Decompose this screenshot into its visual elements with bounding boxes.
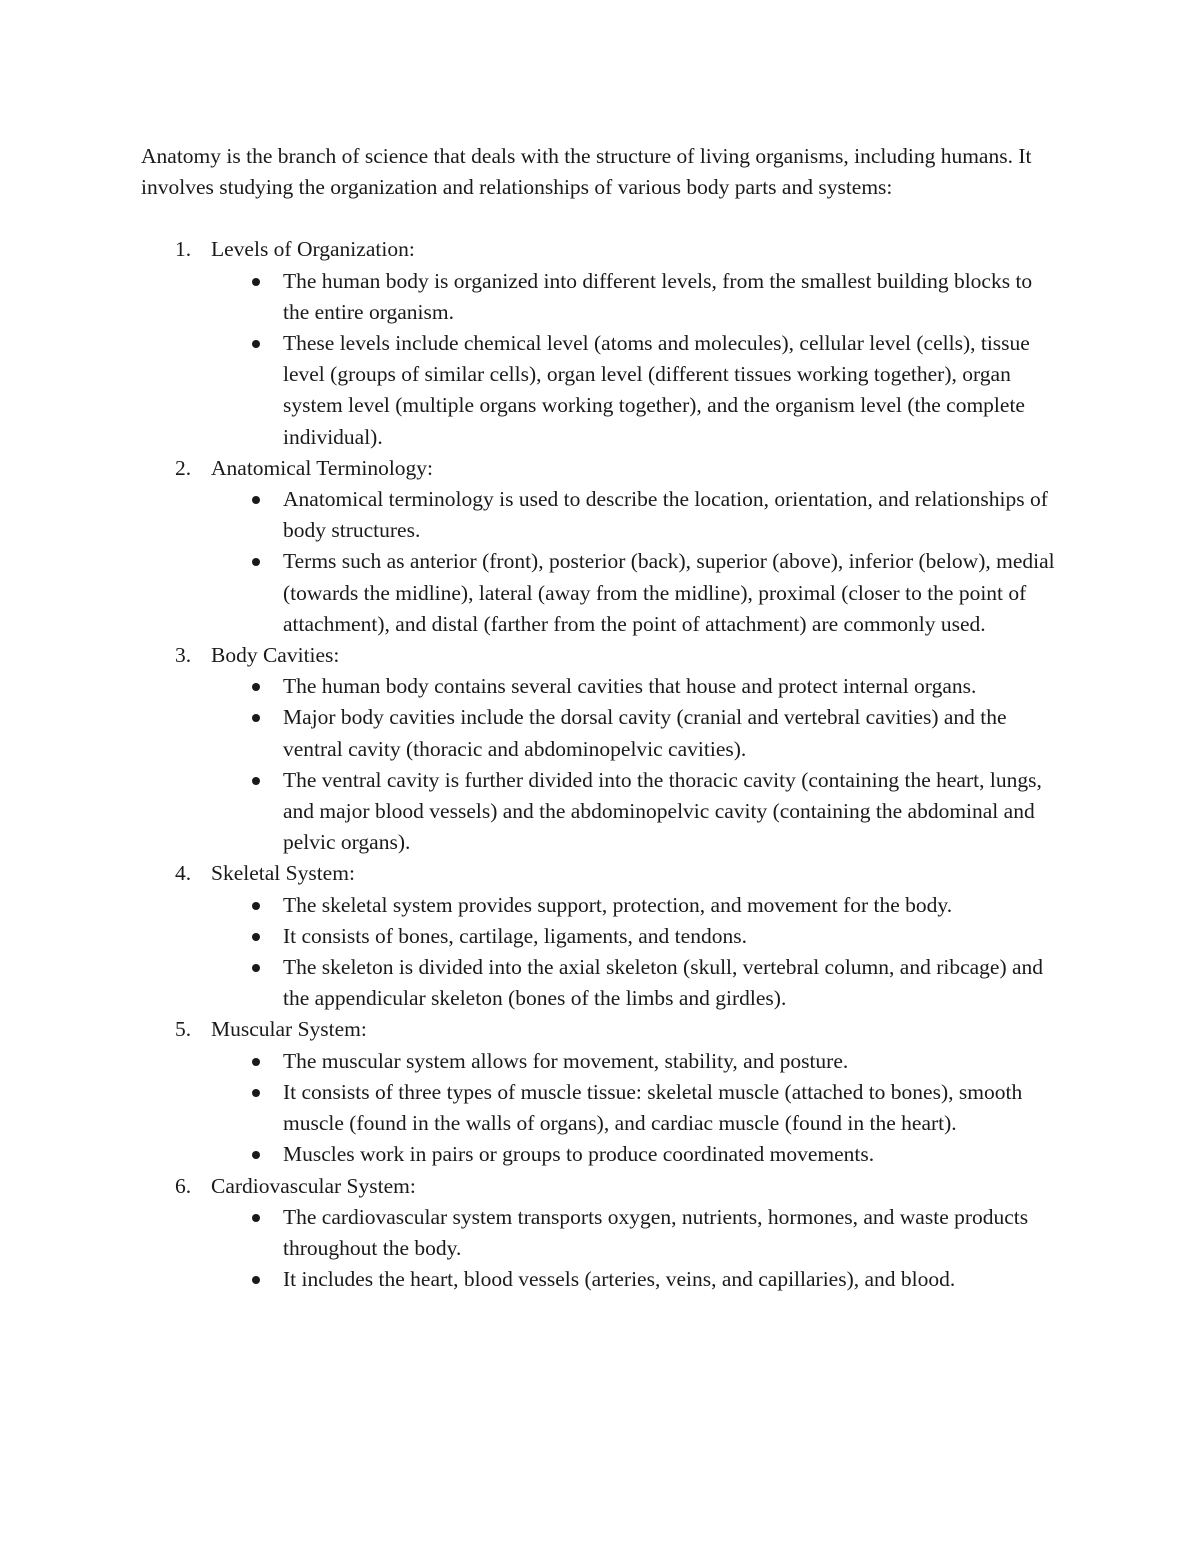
bullet-text: The human body contains several cavities that house and protect internal organs. (283, 674, 977, 699)
bullet-item (211, 765, 1059, 859)
section-item (141, 1014, 1059, 1170)
bullet-item (211, 266, 1059, 328)
bullet-dot-icon (252, 496, 260, 504)
bullet-dot-icon (252, 714, 260, 722)
bullet-list (211, 1046, 1059, 1171)
section-number: 1. (175, 237, 192, 262)
bullet-dot-icon (252, 933, 260, 941)
bullet-item (211, 484, 1059, 546)
bullet-dot-icon (252, 1058, 260, 1066)
bullet-item (211, 671, 1059, 702)
bullet-dot-icon (252, 1089, 260, 1097)
bullet-text: The muscular system allows for movement, stability, and posture. (283, 1048, 849, 1073)
bullet-item (211, 328, 1059, 453)
bullet-list (211, 266, 1059, 453)
section-number: 4. (175, 861, 192, 886)
bullet-dot-icon (252, 777, 260, 785)
bullet-item (211, 1046, 1059, 1077)
bullet-item (211, 952, 1059, 1014)
section-item (141, 1171, 1059, 1296)
section-number: 5. (175, 1017, 192, 1042)
section-item (141, 858, 1059, 1014)
bullet-dot-icon (252, 558, 260, 566)
bullet-list (211, 1202, 1059, 1296)
bullet-list (211, 484, 1059, 640)
section-item (141, 453, 1059, 640)
bullet-dot-icon (252, 683, 260, 691)
bullet-dot-icon (252, 964, 260, 972)
bullet-text: The skeleton is divided into the axial skeleton (skull, vertebral column, and ribcage) and the appendicular skeleton (bones of the limbs and girdles). (283, 955, 1044, 1011)
bullet-text: It consists of three types of muscle tissue: skeletal muscle (attached to bones), smooth muscle (found in the walls of organs), and cardiac muscle (found in the heart). (283, 1079, 1023, 1136)
bullet-dot-icon (252, 340, 260, 348)
bullet-dot-icon (252, 1276, 260, 1284)
bullet-text: These levels include chemical level (atoms and molecules), cellular level (cells), tissue level (groups of similar cells), organ level (different tissues working together), organ system level (multiple organs working together), and the organism level (the complete individual). (283, 331, 1030, 449)
bullet-item (211, 546, 1059, 640)
bullet-item (211, 702, 1059, 764)
bullet-item (211, 1077, 1059, 1139)
section-number: 2. (175, 455, 192, 480)
section-title: Muscular System: (211, 1017, 367, 1042)
section-title: Levels of Organization: (211, 237, 415, 262)
bullet-text: It consists of bones, cartilage, ligaments, and tendons. (283, 923, 747, 948)
section-title: Anatomical Terminology: (211, 455, 434, 480)
section-title: Body Cavities: (211, 643, 340, 668)
section-item (141, 234, 1059, 452)
section-list (141, 234, 1059, 1295)
bullet-text: Anatomical terminology is used to describe the location, orientation, and relationships of body structures. (283, 487, 1048, 543)
intro-paragraph: Anatomy is the branch of science that deals with the structure of living organisms, including humans. It involves studying the organization and relationships of various body parts and systems: (141, 144, 1032, 200)
bullet-dot-icon (252, 278, 260, 286)
bullet-dot-icon (252, 1151, 260, 1159)
bullet-item (211, 890, 1059, 921)
bullet-dot-icon (252, 902, 260, 910)
bullet-dot-icon (252, 1214, 260, 1222)
bullet-text: The cardiovascular system transports oxygen, nutrients, hormones, and waste products throughout the body. (283, 1204, 1029, 1260)
bullet-text: The skeletal system provides support, protection, and movement for the body. (283, 892, 953, 917)
bullet-text: The ventral cavity is further divided into the thoracic cavity (containing the heart, lungs, and major blood vessels) and the abdominopelvic cavity (containing the abdominal and pelvic organs). (283, 767, 1042, 855)
bullet-text: Terms such as anterior (front), posterior (back), superior (above), inferior (below), medial (towards the midline), lateral (away from the midline), proximal (closer to the point of attachment), and distal (farther from the point of attachment) are commonly used. (283, 549, 1055, 636)
bullet-list (211, 671, 1059, 858)
section-title: Skeletal System: (211, 861, 355, 886)
section-number: 3. (175, 643, 192, 668)
bullet-list (211, 890, 1059, 1015)
bullet-text: Muscles work in pairs or groups to produce coordinated movements. (283, 1142, 875, 1167)
bullet-item (211, 1202, 1059, 1264)
bullet-text: Major body cavities include the dorsal cavity (cranial and vertebral cavities) and the ventral cavity (thoracic and abdominopelvic cavities). (283, 705, 1007, 761)
document-body (141, 141, 1059, 1295)
bullet-text: It includes the heart, blood vessels (arteries, veins, and capillaries), and blood. (283, 1267, 956, 1292)
bullet-item (211, 1264, 1059, 1295)
section-number: 6. (175, 1173, 192, 1198)
bullet-item (211, 921, 1059, 952)
section-item (141, 640, 1059, 858)
section-title: Cardiovascular System: (211, 1173, 416, 1198)
bullet-item (211, 1139, 1059, 1170)
bullet-text: The human body is organized into different levels, from the smallest building blocks to the entire organism. (283, 268, 1033, 324)
